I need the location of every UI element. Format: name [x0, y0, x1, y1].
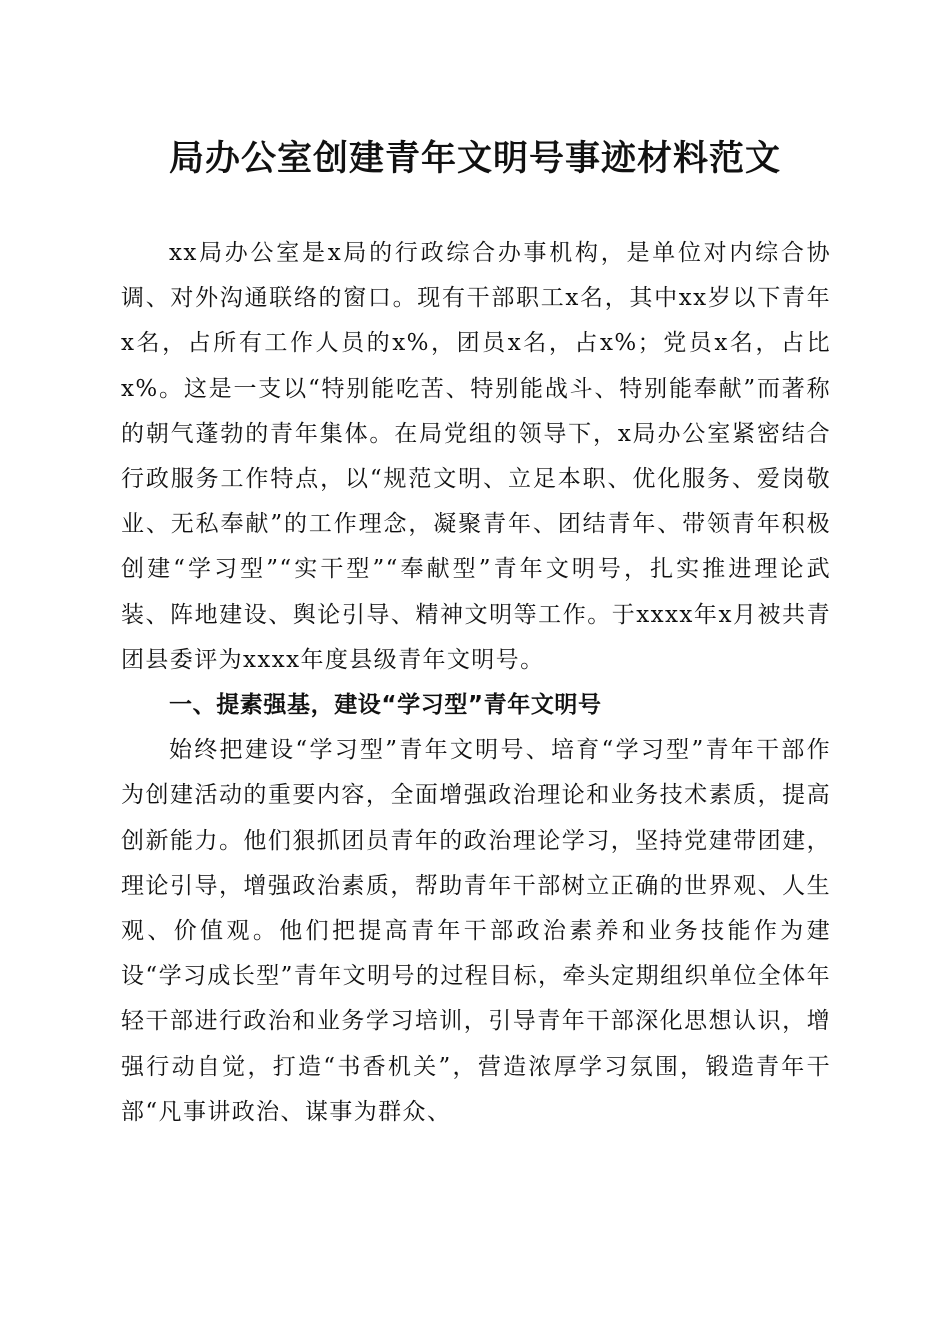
document-title: 局办公室创建青年文明号事迹材料范文: [168, 138, 781, 179]
section-heading: 一、提素强基，建设“学习型”青年文明号: [169, 692, 602, 719]
intro-paragraph: xx局办公室是x局的行政综合办事机构，是单位对内综合协调、对外沟通联络的窗口。现有干部职工x名，其中xx岁以下青年x名，占所有工作人员的x%，团员x名，占x%；党员x名，占比x%。这是一支以“特别能吃苦、特别能战斗、特别能奉献”而著称的朝气蓬勃的青年集体。在局党组的领导下，x局办公室紧密结合行政服务工作特点，以“规范文明、立足本职、优化服务、爱岗敬业、无私奉献”的工作理念，凝聚青年、团结青年、带领青年积极创建“学习型”“实干型”“奉献型”青年文明号，扎实推进理论武装、阵地建设、舆论引导、精神文明等工作。于xxxx年x月被共青团县委评为xxxx年度县级青年文明号。: [121, 240, 831, 673]
document-body: [121, 231, 831, 1135]
section-paragraph: 始终把建设“学习型”青年文明号、培育“学习型”青年干部作为创建活动的重要内容，全面增强政治理论和业务技术素质，提高创新能力。他们狠抓团员青年的政治理论学习，坚持党建带团建，理论引导，增强政治素质，帮助青年干部树立正确的世界观、人生观、价值观。他们把提高青年干部政治素养和业务技能作为建设“学习成长型”青年文明号的过程目标，牵头定期组织单位全体年轻干部进行政治和业务学习培训，引导青年干部深化思想认识，增强行动自觉，打造“书香机关”，营造浓厚学习氛围，锻造青年干部“凡事讲政治、谋事为群众、: [121, 737, 831, 1125]
